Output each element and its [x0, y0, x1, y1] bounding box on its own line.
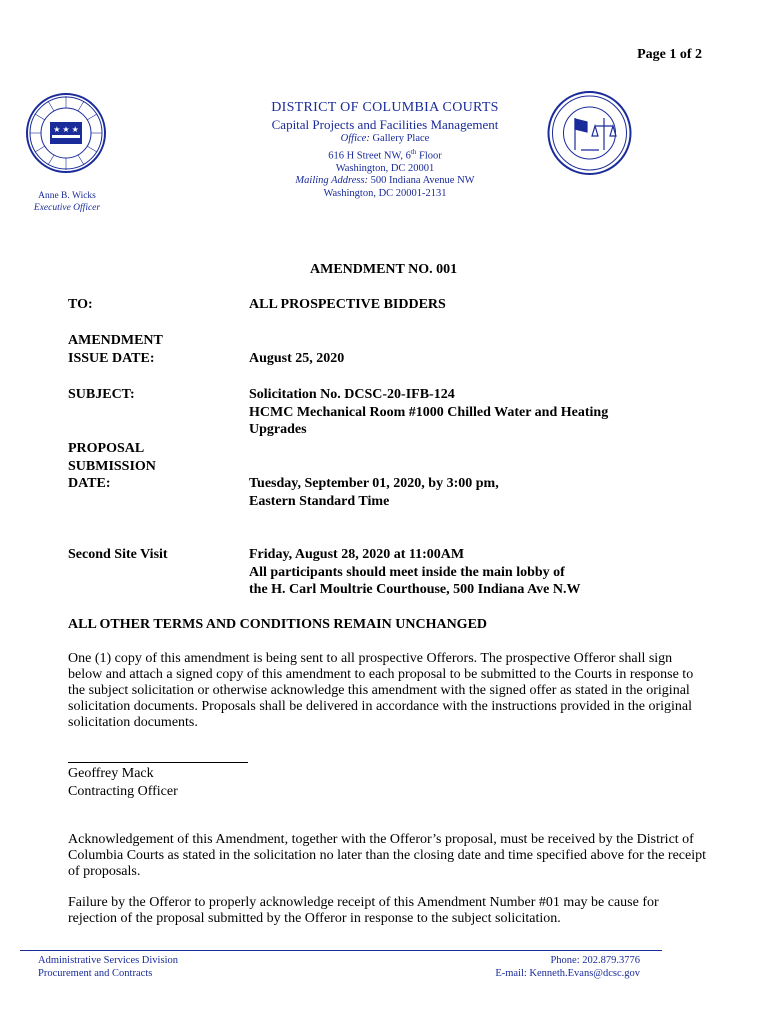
office-value: Gallery Place — [372, 133, 430, 144]
paragraph-failure: Failure by the Offeror to properly acknowledge receipt of this Amendment Number #01 may be cause for rejection of the proposal submitted by the Offeror in response to the subject solicitation. — [68, 895, 659, 926]
subject-line-2: HCMC Mechanical Room #1000 Chilled Water and Heating — [249, 404, 609, 420]
all-other-terms-heading: ALL OTHER TERMS AND CONDITIONS REMAIN UNCHANGED — [68, 617, 488, 632]
site-value-line-1: Friday, August 28, 2020 at 11:00AM — [249, 547, 465, 562]
proposal-label-line-2: SUBMISSION — [68, 458, 156, 474]
department-name: Capital Projects and Facilities Management — [271, 117, 499, 132]
paragraph-amendment-copy: One (1) copy of this amendment is being sent to all prospective Offerors. The prospective Offeror shall sign below and attach a signed copy of this amendment to each proposal to be submitted to the Courts in response to the subject solicitation or otherwise acknowledge this amendment with the signed offer as stated in the original solicitation documents. Proposals shall be delivered in accordance with the instructions provided in the original solicitation documents. — [68, 651, 694, 730]
paragraph-acknowledgement: Acknowledgement of this Amendment, together with the Offeror’s proposal, must be received by the District of Columbia Courts as stated in the solicitation no later than the closing date and time specified above for the receipt of proposals. — [68, 832, 706, 879]
footer-division: Administrative Services Division — [38, 955, 178, 966]
court-of-appeals-seal-logo — [25, 92, 107, 174]
issue-label-line-2: ISSUE DATE: — [68, 350, 155, 366]
site-visit-label: Second Site Visit — [68, 547, 168, 562]
issue-label-line-1: AMENDMENT — [68, 333, 163, 348]
city-line: Washington, DC 20001 — [335, 162, 435, 174]
proposal-date-value — [249, 475, 499, 510]
office-label: Office: — [340, 133, 370, 144]
executive-name: Anne B. Wicks — [38, 191, 96, 201]
site-visit-value — [249, 546, 580, 599]
footer-divider — [20, 950, 662, 951]
proposal-date-label — [68, 440, 156, 493]
amendment-title: AMENDMENT NO. 001 — [310, 262, 458, 277]
to-value: ALL PROSPECTIVE BIDDERS — [249, 297, 446, 312]
mailing-city-line: Washington, DC 20001-2131 — [323, 187, 447, 199]
office-line — [230, 133, 540, 146]
subject-line-3: Upgrades — [249, 422, 307, 437]
signatory-title: Contracting Officer — [68, 784, 178, 799]
to-label: TO: — [68, 297, 93, 312]
street-text: 616 H Street NW, 6 — [328, 150, 411, 161]
superior-court-seal-logo — [547, 88, 632, 178]
letterhead — [230, 99, 540, 200]
subject-label: SUBJECT: — [68, 387, 135, 402]
proposal-label-line-3: DATE: — [68, 476, 111, 491]
page-number: Page 1 of 2 — [637, 47, 702, 62]
footer-unit: Procurement and Contracts — [38, 968, 153, 979]
mailing-line — [230, 175, 540, 188]
signatory-name: Geoffrey Mack — [68, 766, 154, 781]
site-value-line-2: All participants should meet inside the main lobby of — [249, 564, 565, 580]
signatory-block — [68, 765, 178, 801]
signature-line — [68, 762, 248, 763]
footer-phone: Phone: 202.879.3776 — [550, 955, 640, 966]
street-floor: Floor — [416, 150, 442, 161]
footer-left — [38, 954, 178, 980]
subject-value — [249, 386, 608, 439]
proposal-value-line-2: Eastern Standard Time — [249, 493, 390, 509]
proposal-label-line-1: PROPOSAL — [68, 441, 145, 456]
site-value-line-3: the H. Carl Moultrie Courthouse, 500 Indiana Ave N.W — [249, 582, 581, 597]
issue-date-label — [68, 332, 163, 367]
court-name: DISTRICT OF COLUMBIA COURTS — [271, 100, 499, 115]
footer-email[interactable]: E-mail: Kenneth.Evans@dcsc.gov — [495, 968, 640, 979]
executive-officer-block — [20, 190, 114, 214]
issue-date-value: August 25, 2020 — [249, 351, 345, 366]
svg-text:★ ★ ★: ★ ★ ★ — [53, 125, 79, 134]
mailing-label: Mailing Address: — [295, 175, 369, 186]
street-line — [230, 146, 540, 163]
proposal-value-line-1: Tuesday, September 01, 2020, by 3:00 pm, — [249, 476, 499, 491]
executive-title: Executive Officer — [33, 203, 101, 213]
footer-right — [440, 954, 640, 980]
street-superscript: th — [410, 147, 417, 156]
mailing-value: 500 Indiana Avenue NW — [370, 175, 475, 186]
subject-line-1: Solicitation No. DCSC-20-IFB-124 — [249, 387, 455, 402]
